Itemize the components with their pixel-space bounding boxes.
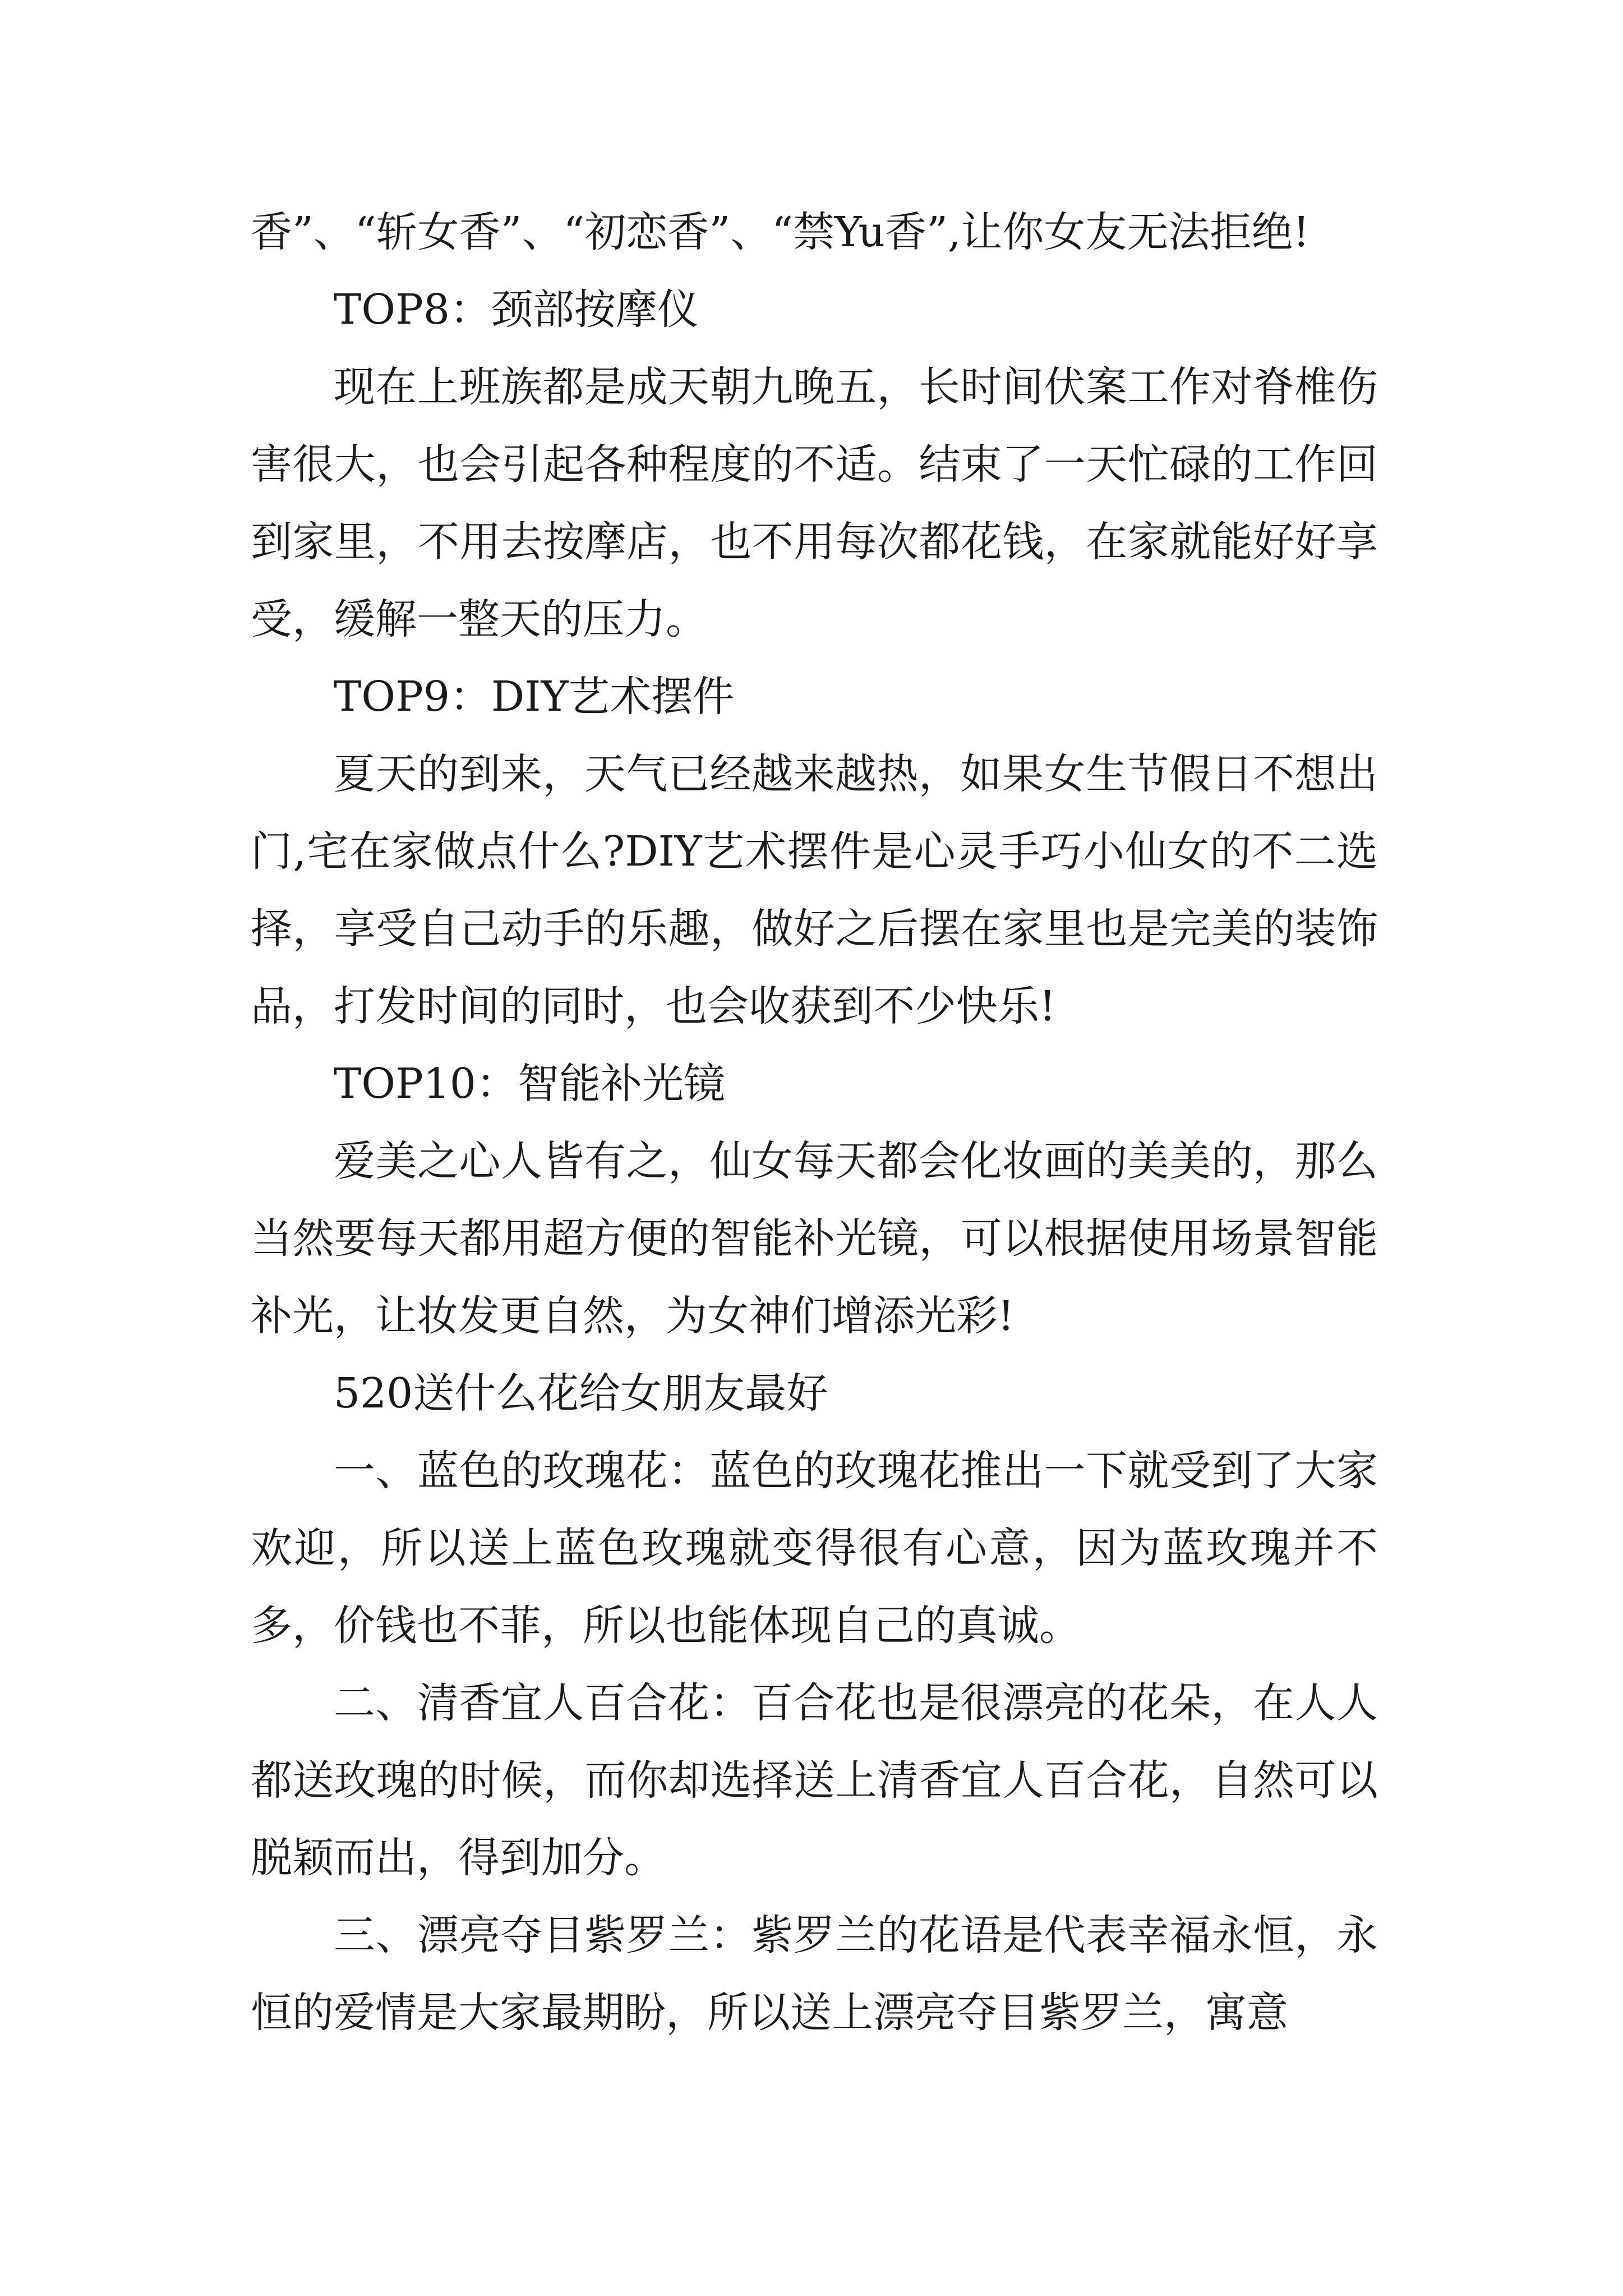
paragraph-top9: 夏天的到来，天气已经越来越热，如果女生节假日不想出门,宅在家做点什么?DIY艺术摆件是心灵手巧小仙女的不二选择，享受自己动手的乐趣，做好之后摆在家里也是完美的装饰品，打发时间的同时，也会收获到不少快乐! xyxy=(251,750,1378,1030)
document-body xyxy=(251,194,1378,2051)
paragraph-top8: 现在上班族都是成天朝九晚五，长时间伏案工作对脊椎伤害很大，也会引起各种程度的不适。结束了一天忙碌的工作回到家里，不用去按摩店，也不用每次都花钱，在家就能好好享受，缓解一整天的压力。 xyxy=(251,363,1378,643)
paragraph-continuation: 香”、“斩女香”、“初恋香”、“禁Yu香”,让你女友无法拒绝! xyxy=(251,208,1310,256)
section-heading-top9: TOP9：DIY艺术摆件 xyxy=(334,673,735,721)
paragraph-violet: 三、漂亮夺目紫罗兰：紫罗兰的花语是代表幸福永恒，永恒的爱情是大家最期盼，所以送上漂亮夺目紫罗兰，寓意 xyxy=(251,1911,1378,2037)
section-heading-top8: TOP8：颈部按摩仪 xyxy=(334,286,699,334)
section-heading-flowers: 520送什么花给女朋友最好 xyxy=(334,1369,828,1418)
section-heading-top10: TOP10：智能补光镜 xyxy=(334,1060,725,1108)
paragraph-lily: 二、清香宜人百合花：百合花也是很漂亮的花朵，在人人都送玫瑰的时候，而你却选择送上清香宜人百合花，自然可以脱颖而出，得到加分。 xyxy=(251,1679,1378,1882)
paragraph-top10: 爱美之心人皆有之，仙女每天都会化妆画的美美的，那么当然要每天都用超方便的智能补光镜，可以根据使用场景智能补光，让妆发更自然，为女神们增添光彩! xyxy=(251,1137,1378,1340)
paragraph-blue-rose: 一、蓝色的玫瑰花：蓝色的玫瑰花推出一下就受到了大家欢迎，所以送上蓝色玫瑰就变得很有心意，因为蓝玫瑰并不多，价钱也不菲，所以也能体现自己的真诚。 xyxy=(251,1447,1378,1650)
